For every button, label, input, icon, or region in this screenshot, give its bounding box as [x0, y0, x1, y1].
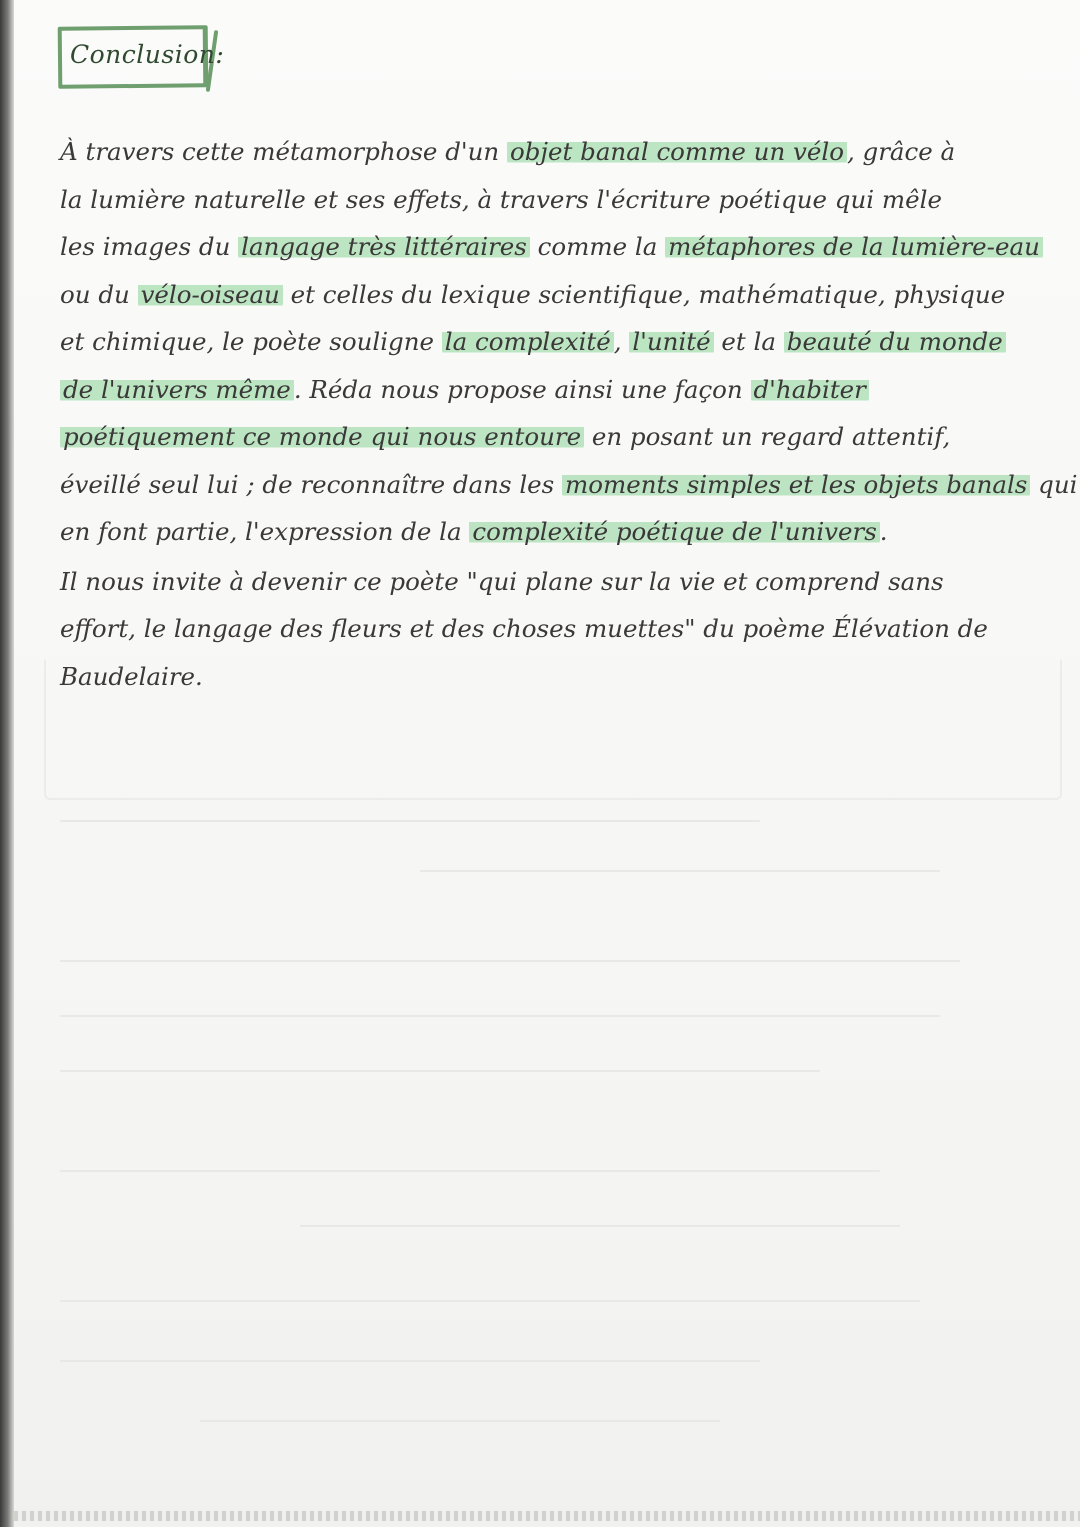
page-binding-edge [0, 0, 14, 1527]
text-segment: et la [713, 327, 784, 356]
text-segment: À travers cette métamorphose d'un [60, 137, 507, 166]
text-segment: et chimique, le poète souligne [60, 327, 442, 356]
highlighted-phrase: de l'univers même [60, 375, 294, 404]
text-line [60, 176, 1060, 224]
highlighted-phrase: beauté du monde [784, 327, 1006, 356]
highlighted-phrase: la complexité [442, 327, 614, 356]
show-through-line [300, 1225, 900, 1227]
text-segment: en font partie, l'expression de la [60, 517, 470, 546]
text-line [60, 558, 1060, 606]
text-segment: qui [1030, 469, 1078, 499]
text-segment: ou du [60, 279, 138, 309]
highlighted-phrase: l'unité [629, 327, 713, 356]
highlighted-phrase: poétiquement ce monde qui nous entoure [60, 422, 584, 451]
highlighted-phrase: d'habiter [751, 375, 869, 404]
show-through-line [60, 1070, 820, 1072]
show-through-line [60, 820, 760, 822]
text-line [60, 271, 1060, 319]
show-through-line [200, 1420, 720, 1422]
highlighted-phrase: moments simples et les objets banals [562, 470, 1030, 499]
text-line [60, 366, 1060, 414]
text-segment: en posant un regard attentif, [584, 422, 951, 451]
show-through-line [60, 1015, 940, 1017]
highlighted-phrase: vélo-oiseau [138, 280, 283, 309]
highlighted-phrase: complexité poétique de l'univers [469, 517, 879, 546]
text-segment: . Réda nous propose ainsi une façon [293, 374, 751, 404]
perforation-strip [14, 1511, 1080, 1521]
text-segment: Il nous invite à devenir ce poète "qui plane sur la vie et comprend sans [60, 566, 944, 596]
text-segment: et celles du lexique scientifique, mathématique, physique [282, 279, 1006, 309]
text-segment: , [613, 327, 630, 356]
text-segment: . [879, 517, 888, 546]
text-line [60, 508, 1060, 556]
conclusion-text [60, 128, 1078, 700]
text-segment: comme la [529, 232, 666, 261]
text-line [60, 318, 1060, 366]
show-through-line [420, 870, 940, 872]
text-line [60, 461, 1078, 509]
text-line [60, 128, 1060, 176]
highlighted-phrase: langage très littéraires [238, 232, 530, 261]
text-line [60, 605, 1060, 653]
show-through-line [60, 1170, 880, 1172]
text-line [60, 223, 1060, 271]
show-through-line [60, 960, 960, 962]
text-segment: , grâce à [846, 137, 956, 166]
text-line [60, 413, 1060, 461]
page-title: Conclusion: [70, 40, 225, 69]
text-segment: Baudelaire. [60, 661, 203, 691]
text-segment: la lumière naturelle et ses effets, à travers l'écriture poétique qui mêle [60, 184, 942, 214]
highlighted-phrase: métaphores de la lumière-eau [665, 232, 1043, 261]
show-through-line [60, 1360, 760, 1362]
highlighted-phrase: objet banal comme un vélo [507, 137, 847, 166]
text-segment: effort, le langage des fleurs et des choses muettes" du poème Élévation de [60, 614, 988, 643]
text-line [60, 653, 1060, 701]
text-segment: éveillé seul lui ; de reconnaître dans les [60, 469, 563, 499]
text-segment: les images du [60, 232, 239, 261]
show-through-line [60, 1300, 920, 1302]
